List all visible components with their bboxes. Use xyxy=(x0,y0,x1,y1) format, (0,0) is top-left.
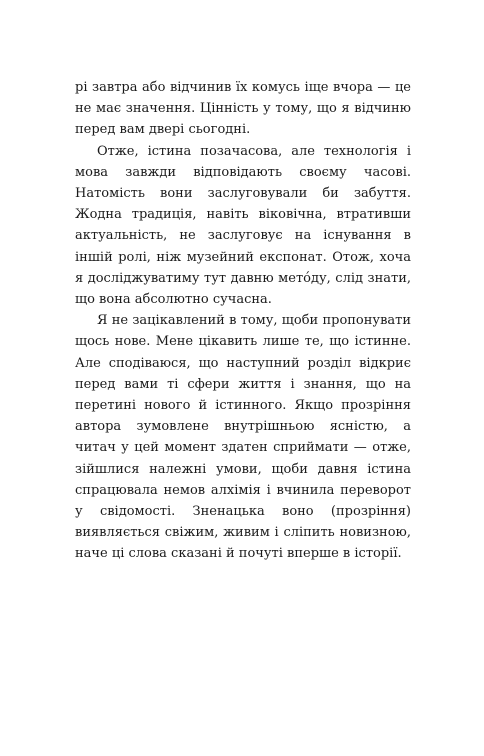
paragraph-continuation: рі завтра або відчинив їх комусь іще вчора — це не має значення. Цінність у тому, що я відчиню перед вам двері сьогодні. xyxy=(75,80,411,138)
body-text xyxy=(75,77,411,565)
paragraph-not-interested-in-new: Я не зацікавлений в тому, щоби пропонувати щось нове. Мене цікавить лише те, що істинне. Але сподіваюся, що наступний розділ відкриє перед вами ті сфери життя і знання, що на перетині нового й істинного. Якщо прозріння автора зумовлене внутрішньою ясністю, а читач у цей момент здатен сприймати — отже, зійшлися належні умови, щоби давня істина спрацювала немов алхімія і вчинила переворот у свідомості. Зненацька воно (прозріння) виявляється свіжим, живим і сліпить новизною, наче ці слова сказані й почуті вперше в історії. xyxy=(75,313,411,562)
paragraph-truth-timeless: Отже, істина позачасова, але технологія і мова завжди відповідають своєму часові. Натомість вони заслуговували би забуття. Жодна традиція, навіть віковічна, втративши актуальність, не заслуговує на існування в іншій ролі, ніж музейний експонат. Отож, хоча я досліджуватиму тут давню метóду, слід знати, що вона абсолютно сучасна. xyxy=(75,143,411,308)
